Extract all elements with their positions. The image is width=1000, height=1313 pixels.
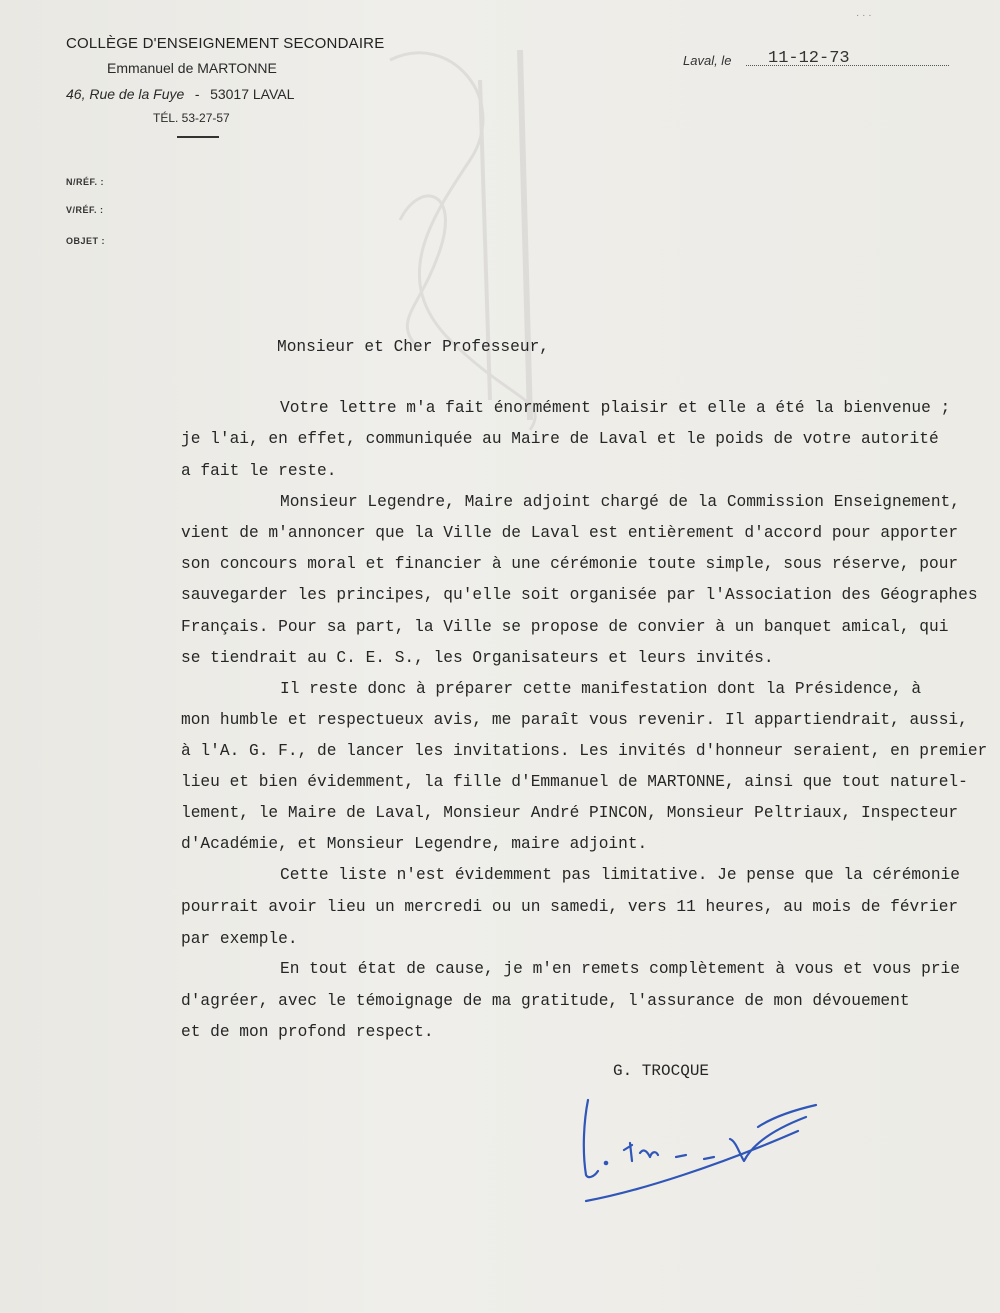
letter-line: Votre lettre m'a fait énormément plaisir et elle a été la bienvenue ; [280,399,951,417]
letter-line: lement, le Maire de Laval, Monsieur André PINCON, Monsieur Peltriaux, Inspecteur [181,804,959,822]
letter-line: Cette liste n'est évidemment pas limitative. Je pense que la cérémonie [280,866,960,884]
letter-line: Monsieur Legendre, Maire adjoint chargé de la Commission Enseignement, [280,493,960,511]
letter-line: son concours moral et financier à une cérémonie toute simple, sous réserve, pour [181,555,959,573]
letter-line: vient de m'annoncer que la Ville de Laval est entièrement d'accord pour apporter [181,524,959,542]
your-reference-label: V/RÉF. : [66,205,104,215]
letter-line: et de mon profond respect. [181,1023,434,1041]
letter-line: lieu et bien évidemment, la fille d'Emmanuel de MARTONNE, ainsi que tout naturel- [181,773,968,791]
letter-line: Français. Pour sa part, la Ville se propose de convier à un banquet amical, qui [181,618,949,636]
letter-line: a fait le reste. [181,462,337,480]
paper-speck: · · · [856,10,872,21]
letter-line: d'Académie, et Monsieur Legendre, maire adjoint. [181,835,648,853]
letter-line: se tiendrait au C. E. S., les Organisateurs et leurs invités. [181,649,774,667]
telephone: TÉL. 53-27-57 [153,111,230,125]
letter-line: d'agréer, avec le témoignage de ma gratitude, l'assurance de mon dévouement [181,992,910,1010]
school-subname: Emmanuel de MARTONNE [107,60,277,76]
letter-line: à l'A. G. F., de lancer les invitations. Les invités d'honneur seraient, en premier [181,742,988,760]
signatory-name: G. TROCQUE [613,1062,710,1080]
letter-line: sauvegarder les principes, qu'elle soit organisée par l'Association des Géographes [181,586,978,604]
date-place: Laval, le [683,53,732,68]
school-address [66,86,294,102]
street-address: 46, Rue de la Fuye [66,86,185,102]
postcode-city: 53017 LAVAL [210,86,295,102]
school-name: COLLÈGE D'ENSEIGNEMENT SECONDAIRE [66,35,385,52]
address-separator: - [194,86,200,102]
letter-line: pourrait avoir lieu un mercredi ou un samedi, vers 11 heures, au mois de février [181,898,959,916]
date-value: 11-12-73 [768,49,850,68]
letter-line: par exemple. [181,930,298,948]
letterhead-rule [177,136,219,138]
subject-label: OBJET : [66,236,106,246]
handwritten-signature [580,1095,820,1210]
letter-line: je l'ai, en effet, communiquée au Maire de Laval et le poids de votre autorité [181,430,939,448]
bleed-through-mark [330,20,610,440]
salutation: Monsieur et Cher Professeur, [277,338,549,356]
letter-line: Il reste donc à préparer cette manifestation dont la Présidence, à [280,680,922,698]
date-line [683,49,850,70]
our-reference-label: N/RÉF. : [66,177,105,187]
letter-line: En tout état de cause, je m'en remets complètement à vous et vous prie [280,960,960,978]
letter-line: mon humble et respectueux avis, me paraît vous revenir. Il appartiendrait, aussi, [181,711,968,729]
